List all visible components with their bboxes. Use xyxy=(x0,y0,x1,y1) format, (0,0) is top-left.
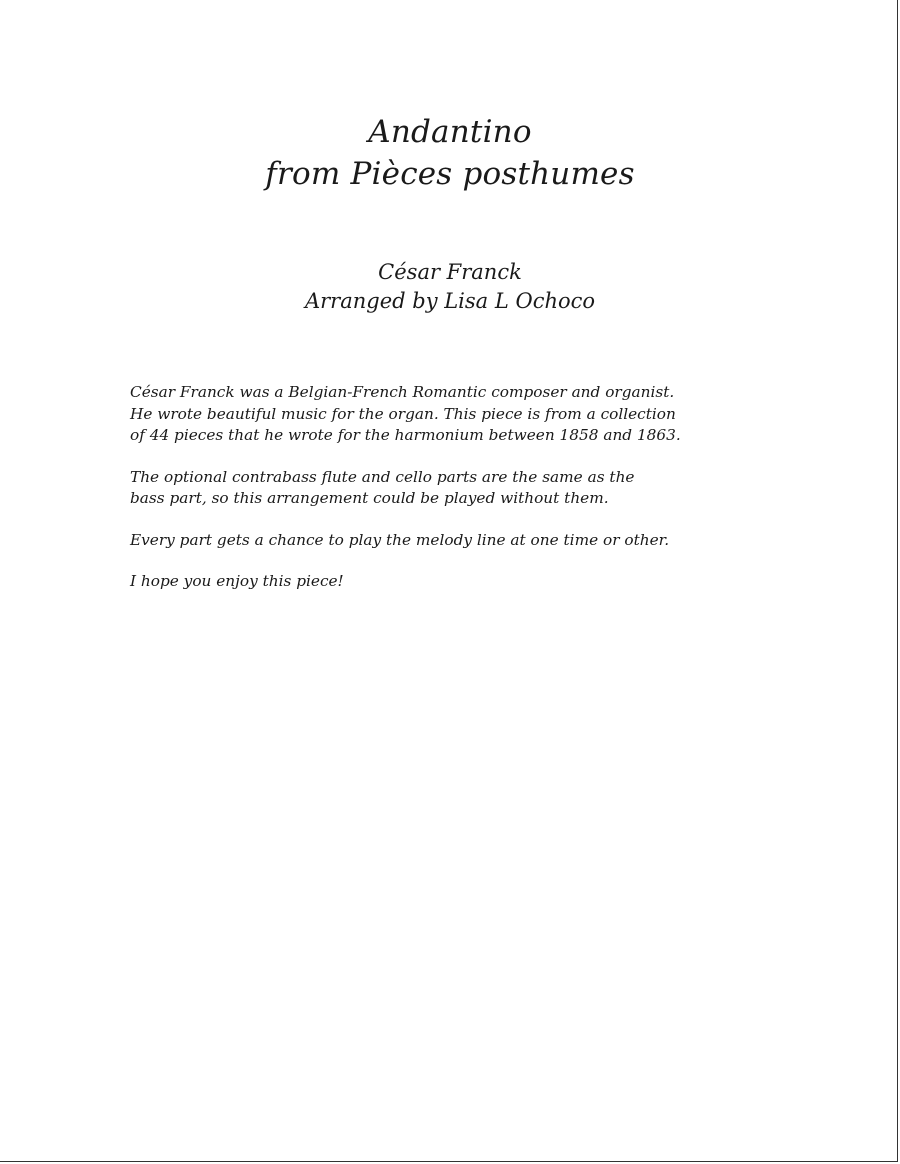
arranger-credit: Arranged by Lisa L Ochoco xyxy=(304,289,596,313)
piece-title: Andantino xyxy=(368,114,532,150)
note-line: He wrote beautiful music for the organ. This piece is from a collection xyxy=(130,404,676,423)
note-line: bass part, so this arrangement could be played without them. xyxy=(130,489,609,507)
notes-paragraph-instrumentation xyxy=(130,467,770,510)
notes-paragraph-history xyxy=(130,382,770,447)
notes-paragraph-melody xyxy=(130,530,770,552)
note-line: César Franck was a Belgian-French Romantic composer and organist. xyxy=(130,383,675,401)
note-line: The optional contrabass flute and cello parts are the same as the xyxy=(130,467,635,486)
piece-subtitle: from Pièces posthumes xyxy=(265,156,635,192)
composer-name: César Franck xyxy=(378,260,522,284)
note-line: Every part gets a chance to play the melody line at one time or other. xyxy=(130,530,670,549)
notes-paragraph-closing xyxy=(130,571,770,593)
title-block xyxy=(0,111,900,195)
credit-block xyxy=(0,258,900,316)
program-notes xyxy=(130,382,770,613)
note-line: of 44 pieces that he wrote for the harmonium between 1858 and 1863. xyxy=(130,426,681,444)
note-line: I hope you enjoy this piece! xyxy=(130,572,344,590)
